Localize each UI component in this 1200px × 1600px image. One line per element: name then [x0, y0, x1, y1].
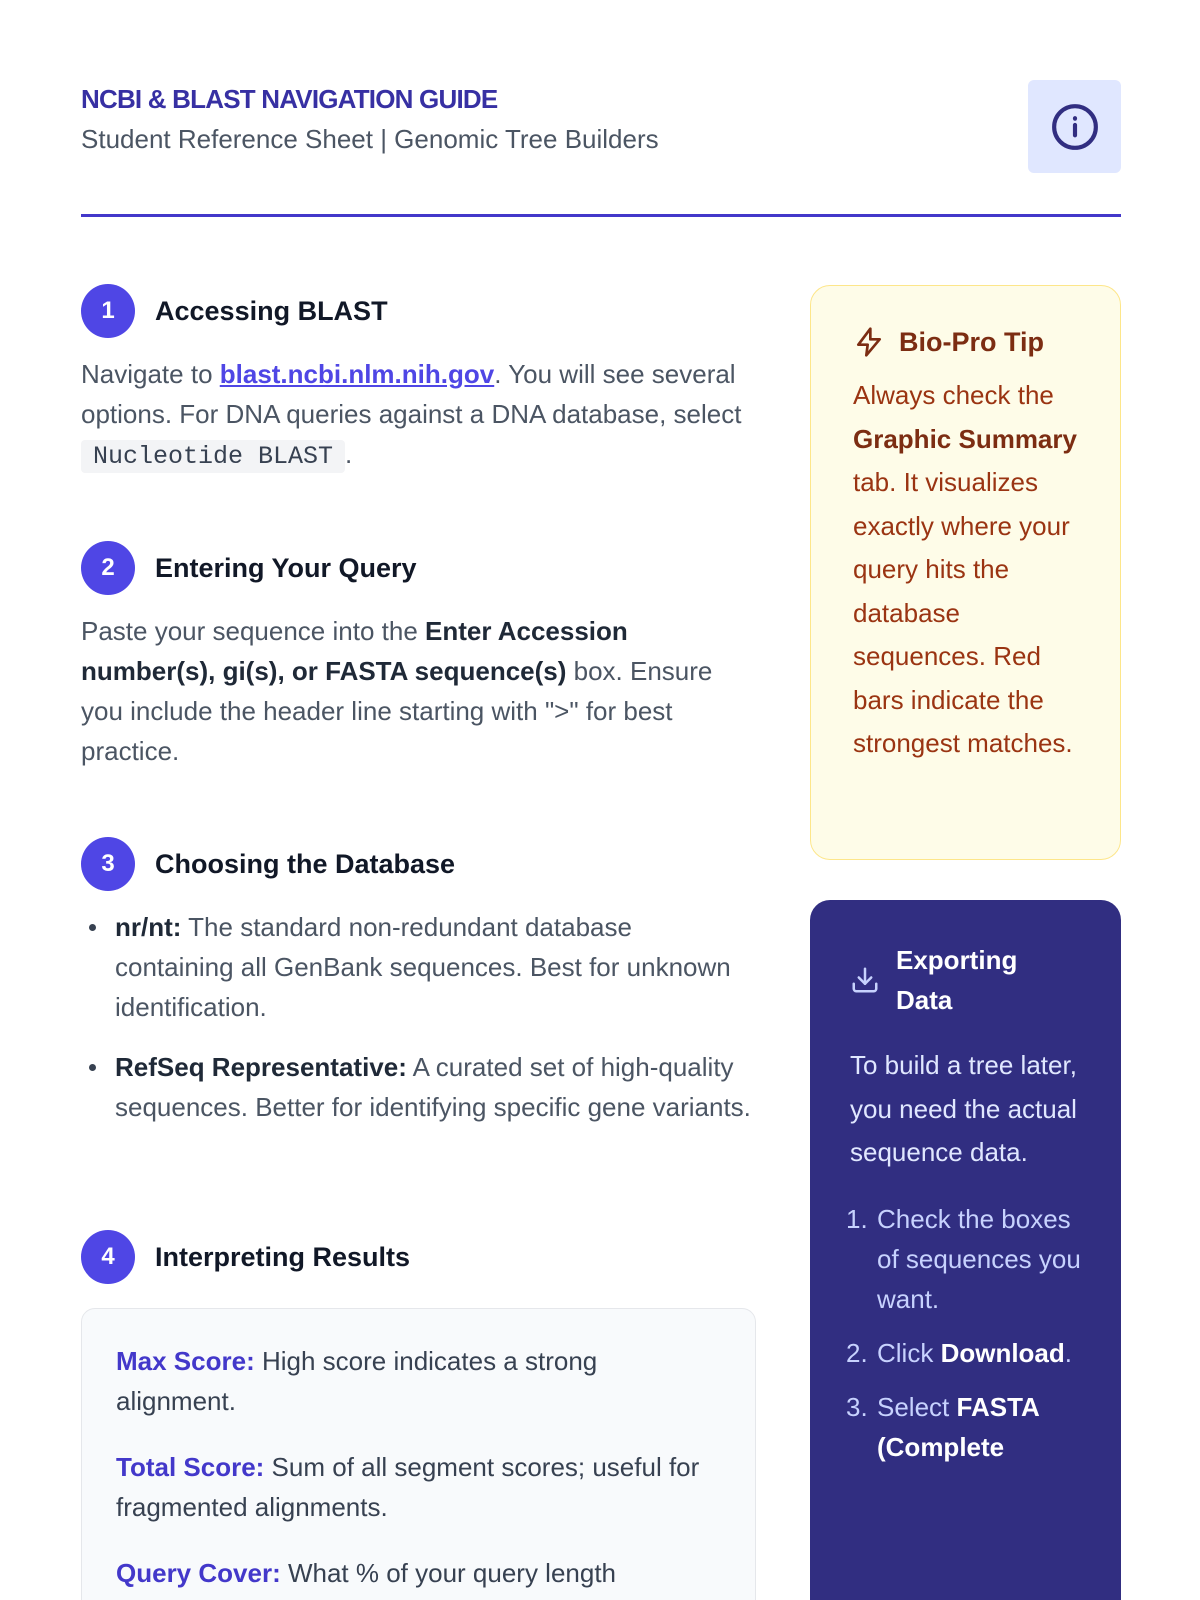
section-title: Choosing the Database: [155, 848, 456, 879]
info-button[interactable]: [1028, 80, 1121, 173]
section-title: Entering Your Query: [155, 552, 417, 583]
step-number-badge: 1: [81, 284, 135, 338]
step-number-badge: 4: [81, 1230, 135, 1284]
section-text: Navigate to blast.ncbi.nlm.nih.gov. You will see several options. For DNA queries against a DNA database, select Nucleotide BLAST .: [81, 359, 742, 471]
info-icon: [1050, 102, 1100, 152]
section-title: Interpreting Results: [155, 1241, 411, 1272]
tip-text: Always check the Graphic Summary tab. It visualizes exactly where your query hits the database sequences. Red bars indicate the strongest matches.: [853, 380, 1077, 758]
blast-link[interactable]: blast.ncbi.nlm.nih.gov: [219, 359, 495, 389]
section-interpreting-results: [81, 1230, 756, 1600]
page-header: [81, 80, 1121, 217]
download-icon: [850, 965, 880, 995]
step-number-badge: 3: [81, 837, 135, 891]
results-box: [81, 1308, 756, 1600]
page-subtitle: Student Reference Sheet | Genomic Tree Builders: [81, 124, 659, 154]
page-title: NCBI & BLAST NAVIGATION GUIDE: [81, 84, 498, 114]
list-item: 2. Click Download.: [846, 1337, 1073, 1368]
tip-title: Bio-Pro Tip: [899, 326, 1044, 357]
step-number-badge: 2: [81, 541, 135, 595]
code-nucleotide-blast: Nucleotide BLAST: [81, 440, 345, 473]
list-item: 3. Select FASTA (Complete: [846, 1391, 1039, 1462]
result-item: Query Cover: What % of your query length: [116, 1558, 617, 1588]
list-item: nr/nt: The standard non-redundant database containing all GenBank sequences. Best for unknown identification.: [81, 907, 756, 1027]
section-title: Accessing BLAST: [155, 295, 388, 326]
database-list: [81, 907, 756, 1127]
result-item: Max Score: High score indicates a strong alignment.: [116, 1346, 598, 1416]
list-item: RefSeq Representative: A curated set of high-quality sequences. Better for identifying specific gene variants.: [81, 1047, 756, 1127]
export-steps: [846, 1199, 1097, 1467]
section-text: Paste your sequence into the Enter Accession number(s), gi(s), or FASTA sequence(s) box. Ensure you include the header line starting with ">" for best practice.: [81, 616, 713, 766]
section-accessing-blast: [81, 284, 756, 477]
lightning-icon: [853, 326, 885, 358]
exporting-data-card: [810, 900, 1121, 1600]
export-title: Exporting Data: [896, 945, 1018, 1015]
result-item: Total Score: Sum of all segment scores; useful for fragmented alignments.: [116, 1452, 700, 1522]
section-entering-query: [81, 541, 756, 771]
export-intro: To build a tree later, you need the actual sequence data.: [850, 1050, 1077, 1167]
bio-pro-tip-card: [810, 285, 1121, 860]
section-choosing-database: [81, 837, 756, 1147]
list-item: 1. Check the boxes of sequences you want.: [846, 1203, 1081, 1314]
